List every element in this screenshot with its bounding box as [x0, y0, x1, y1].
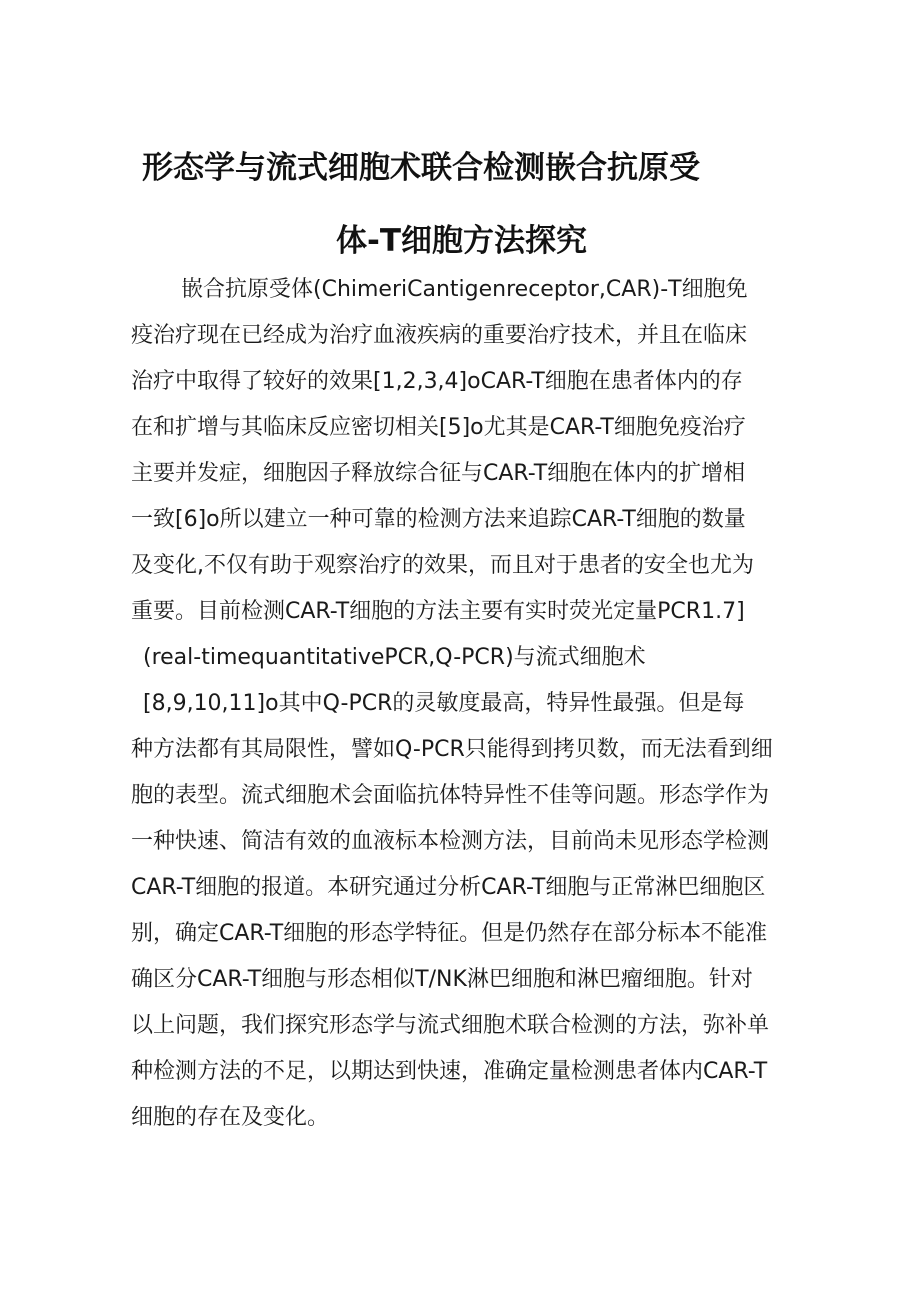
paragraph-line: 主要并发症，细胞因子释放综合征与CAR-T细胞在体内的扩增相 — [131, 461, 746, 486]
paragraph-line: 在和扩增与其临床反应密切相关[5]o尤其是CAR-T细胞免疫治疗 — [131, 415, 746, 440]
paragraph-line: 别，确定CAR-T细胞的形态学特征。但是仍然存在部分标本不能准 — [131, 921, 768, 946]
paragraph-line: 及变化,不仅有助于观察治疗的效果，而且对于患者的安全也尤为 — [131, 553, 754, 578]
paragraph-line: 一种快速、简洁有效的血液标本检测方法，目前尚未见形态学检测 — [131, 829, 770, 854]
paragraph-line: 胞的表型。流式细胞术会面临抗体特异性不佳等问题。形态学作为 — [131, 783, 770, 808]
paragraph-line: 一致[6]o所以建立一种可靠的检测方法来追踪CAR-T细胞的数量 — [131, 507, 746, 532]
paragraph-line: (real-timequantitativePCR,Q-PCR)与流式细胞术 — [143, 645, 646, 670]
paragraph-line: 种检测方法的不足，以期达到快速，准确定量检测患者体内CAR-T — [131, 1059, 768, 1084]
document-title-line-1: 形态学与流式细胞术联合检测嵌合抗原受 — [142, 150, 700, 186]
paragraph-line: 嵌合抗原受体(ChimeriCantigenreceptor,CAR)-T细胞免 — [181, 277, 748, 302]
paragraph-line: 确区分CAR-T细胞与形态相似T/NK淋巴细胞和淋巴瘤细胞。针对 — [131, 967, 753, 992]
paragraph-line: [8,9,10,11]o其中Q-PCR的灵敏度最高，特异性最强。但是每 — [143, 691, 745, 716]
paragraph-line: 种方法都有其局限性，譬如Q-PCR只能得到拷贝数，而无法看到细 — [131, 737, 773, 762]
paragraph-line: 疫治疗现在已经成为治疗血液疾病的重要治疗技术，并且在临床 — [131, 323, 748, 348]
paragraph-line: 重要。目前检测CAR-T细胞的方法主要有实时荧光定量PCR1.7] — [131, 599, 745, 624]
paragraph-line: CAR-T细胞的报道。本研究通过分析CAR-T细胞与正常淋巴细胞区 — [131, 875, 766, 900]
document-title-line-2: 体-T细胞方法探究 — [336, 223, 588, 259]
paragraph-line: 细胞的存在及变化。 — [131, 1105, 330, 1130]
paragraph-line: 治疗中取得了较好的效果[1,2,3,4]oCAR-T细胞在患者体内的存 — [131, 369, 743, 394]
paragraph-line: 以上问题，我们探究形态学与流式细胞术联合检测的方法，弥补单 — [131, 1013, 770, 1038]
